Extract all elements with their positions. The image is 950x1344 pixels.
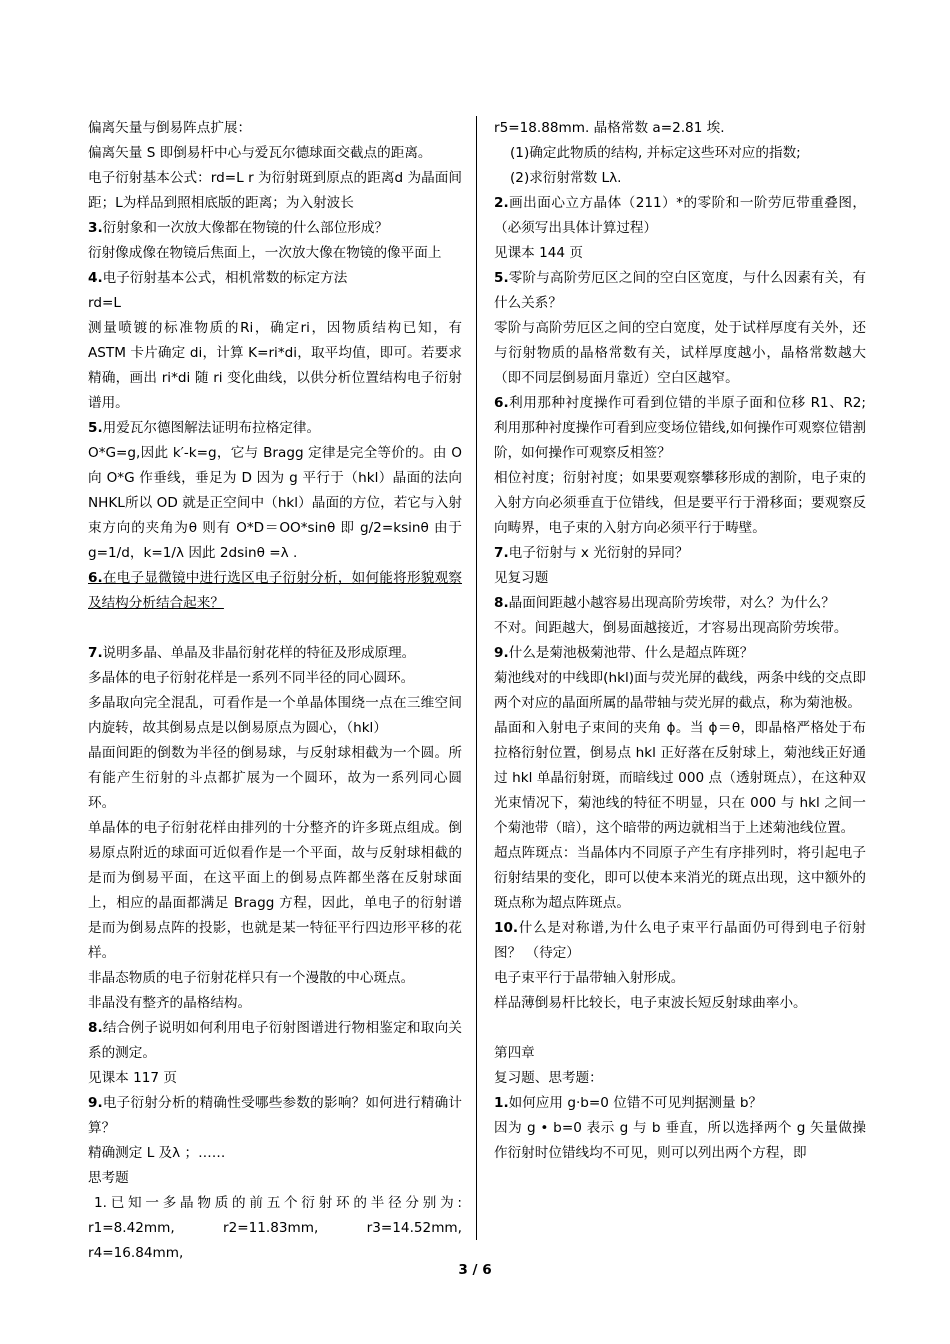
paragraph: 多晶体的电子衍射花样是一系列不同半径的同心圆环。 [88, 670, 415, 686]
question-heading: 8.晶面间距越小越容易出现高阶劳埃带，对么？为什么？ [494, 595, 835, 611]
paragraph: 偏离矢量与倒易阵点扩展： [88, 120, 252, 136]
question-heading: 3.衍射象和一次放大像都在物镜的什么部位形成？ [88, 220, 389, 236]
paragraph: 衍射像成像在物镜后焦面上，一次放大像在物镜的像平面上 [88, 245, 442, 261]
paragraph: 非晶态物质的电子衍射花样只有一个漫散的中心斑点。 [88, 970, 415, 986]
page-number: 3 / 6 [458, 1262, 492, 1278]
right-column [494, 116, 866, 1166]
question-heading: 9.电子衍射分析的精确性受哪些参数的影响？如何进行精确计算？ [88, 1095, 462, 1136]
paragraph: 偏离矢量 S 即倒易杆中心与爱瓦尔德球面交截点的距离。 [88, 145, 432, 161]
question-heading: 8.结合例子说明如何利用电子衍射图谱进行物相鉴定和取向关系的测定。 [88, 1020, 462, 1061]
paragraph: 精确测定 L 及λ ；…… [88, 1145, 226, 1161]
paragraph: 见课本 117 页 [88, 1070, 177, 1086]
section-heading: 思考题 [88, 1170, 129, 1186]
column-divider [476, 116, 477, 1240]
paragraph: O*G=g,因此 k′-k=g，它与 Bragg 定律是完全等价的。由 O 向 O*G 作垂线，垂足为 D 因为 g 平行于（hkl）晶面的法向 NHKL所以 OD 就是正空间中（hkl）晶面的方位，若它与入射束方向的夹角为θ 则有 O*D＝OO*sinθ 即 g/2=ksinθ 由于 g=1/d，k=1/λ 因此 2dsinθ =λ . [88, 445, 462, 561]
paragraph: 超点阵斑点：当晶体内不同原子产生有序排列时，将引起电子衍射结果的变化，即可以使本来消光的斑点出现，这中额外的斑点称为超点阵斑点。 [494, 845, 866, 911]
paragraph: 1.已知一多晶物质的前五个衍射环的半径分别为: r1=8.42mm, r2=11.83mm, r3=14.52mm, r4=16.84mm, [88, 1195, 462, 1261]
question-heading: 4.电子衍射基本公式，相机常数的标定方法 [88, 270, 348, 286]
left-column [88, 116, 462, 1266]
paragraph: 因为 g • b=0 表示 g 与 b 垂直，所以选择两个 g 矢量做操作衍射时位错线均不可见，则可以列出两个方程，即 [494, 1120, 866, 1161]
question-heading: 6.利用那种衬度操作可看到位错的半原子面和位移 R1、R2; 利用那种衬度操作可看到应变场位错线,如何操作可观察位错割阶，如何操作可观察反相签？ [494, 395, 866, 461]
paragraph: 多晶取向完全混乱，可看作是一个单晶体围绕一点在三维空间内旋转，故其倒易点是以倒易原点为圆心，（hkl） [88, 695, 462, 736]
spacer [88, 616, 462, 641]
paragraph: r5=18.88mm. 晶格常数 a=2.81 埃. [494, 120, 725, 136]
paragraph: 非晶没有整齐的晶格结构。 [88, 995, 252, 1011]
paragraph: 电子衍射基本公式：rd=L r 为衍射斑到原点的距离d 为晶面间距；L为样品到照相底版的距离；为入射波长 [88, 170, 462, 211]
paragraph: 单晶体的电子衍射花样由排列的十分整齐的许多斑点组成。倒易原点附近的球面可近似看作是一个平面，故与反射球相截的是而为倒易平面，在这平面上的倒易点阵都坐落在反射球面上，相应的晶面都满足 Bragg 方程，因此，单电子的衍射谱是而为倒易点阵的投影，也就是某一特征平行四边形平移的花样。 [88, 820, 462, 961]
paragraph: 不对。间距越大，倒易面越接近，才容易出现高阶劳埃带。 [494, 620, 848, 636]
question-heading: 10.什么是对称谱,为什么电子束平行晶面仍可得到电子衍射图？ （待定） [494, 920, 866, 961]
question-heading-underlined: 6.在电子显微镜中进行选区电子衍射分析，如何能将形貌观察及结构分析结合起来？ [88, 570, 462, 611]
chapter-heading: 第四章 [494, 1045, 535, 1061]
paragraph: 电子束平行于晶带轴入射形成。 [494, 970, 685, 986]
question-heading: 2.画出面心立方晶体（211）*的零阶和一阶劳厄带重叠图，（必须写出具体计算过程） [494, 195, 866, 236]
question-heading: 5.用爱瓦尔德图解法证明布拉格定律。 [88, 420, 321, 436]
section-heading: 复习题、思考题： [494, 1070, 603, 1086]
question-heading: 7.说明多晶、单晶及非晶衍射花样的特征及形成原理。 [88, 645, 416, 661]
paragraph: 样品薄倒易杆比较长，电子束波长短反射球曲率小。 [494, 995, 807, 1011]
paragraph: 晶面和入射电子束间的夹角 ϕ。当 ϕ＝θ，即晶格严格处于布拉格衍射位置，倒易点 hkl 正好落在反射球上，菊池线正好通过 hkl 单晶衍射斑，而暗线过 000 点（透射斑点），在这种双光束情况下，菊池线的特征不明显，只在 000 与 hkl 之间一个菊池带（暗），这个暗带的两边就相当于上述菊池线位置。 [494, 720, 866, 836]
paragraph: (1)确定此物质的结构, 并标定这些环对应的指数; [510, 145, 801, 161]
paragraph: 晶面间距的倒数为半径的倒易球，与反射球相截为一个圆。所有能产生衍射的斗点都扩展为一个圆环，故为一系列同心圆环。 [88, 745, 462, 811]
paragraph: 测量喷镀的标准物质的Ri，确定ri，因物质结构已知，有 ASTM 卡片确定 di，计算 K=ri*di，取平均值，即可。若要求精确，画出 ri*di 随 ri 变化曲线，以供分析位置结构电子衍射谱用。 [88, 320, 462, 411]
question-heading: 9.什么是菊池极菊池带、什么是超点阵斑？ [494, 645, 754, 661]
question-heading: 7.电子衍射与 x 光衍射的异同？ [494, 545, 689, 561]
paragraph: 零阶与高阶劳厄区之间的空白宽度，处于试样厚度有关外，还与衍射物质的晶格常数有关，试样厚度越小，晶格常数越大（即不同层倒易面月靠近）空白区越窄。 [494, 320, 866, 386]
paragraph: 见课本 144 页 [494, 245, 583, 261]
paragraph: 见复习题 [494, 570, 549, 586]
question-heading: 1.如何应用 g·b=0 位错不可见判据测量 b？ [494, 1095, 763, 1111]
formula: rd=L [88, 295, 121, 311]
paragraph: (2)求衍射常数 Lλ. [510, 170, 622, 186]
spacer [494, 1016, 866, 1041]
paragraph: 菊池线对的中线即(hkl)面与荧光屏的截线，两条中线的交点即两个对应的晶面所属的晶带轴与荧光屏的截点，称为菊池极。 [494, 670, 866, 711]
question-heading: 5.零阶与高阶劳厄区之间的空白区宽度，与什么因素有关，有什么关系？ [494, 270, 866, 311]
paragraph: 相位衬度；衍射衬度；如果要观察攀移形成的割阶，电子束的入射方向必须垂直于位错线，但是要平行于滑移面；要观察反向畴界，电子束的入射方向必须平行于畴壁。 [494, 470, 866, 536]
